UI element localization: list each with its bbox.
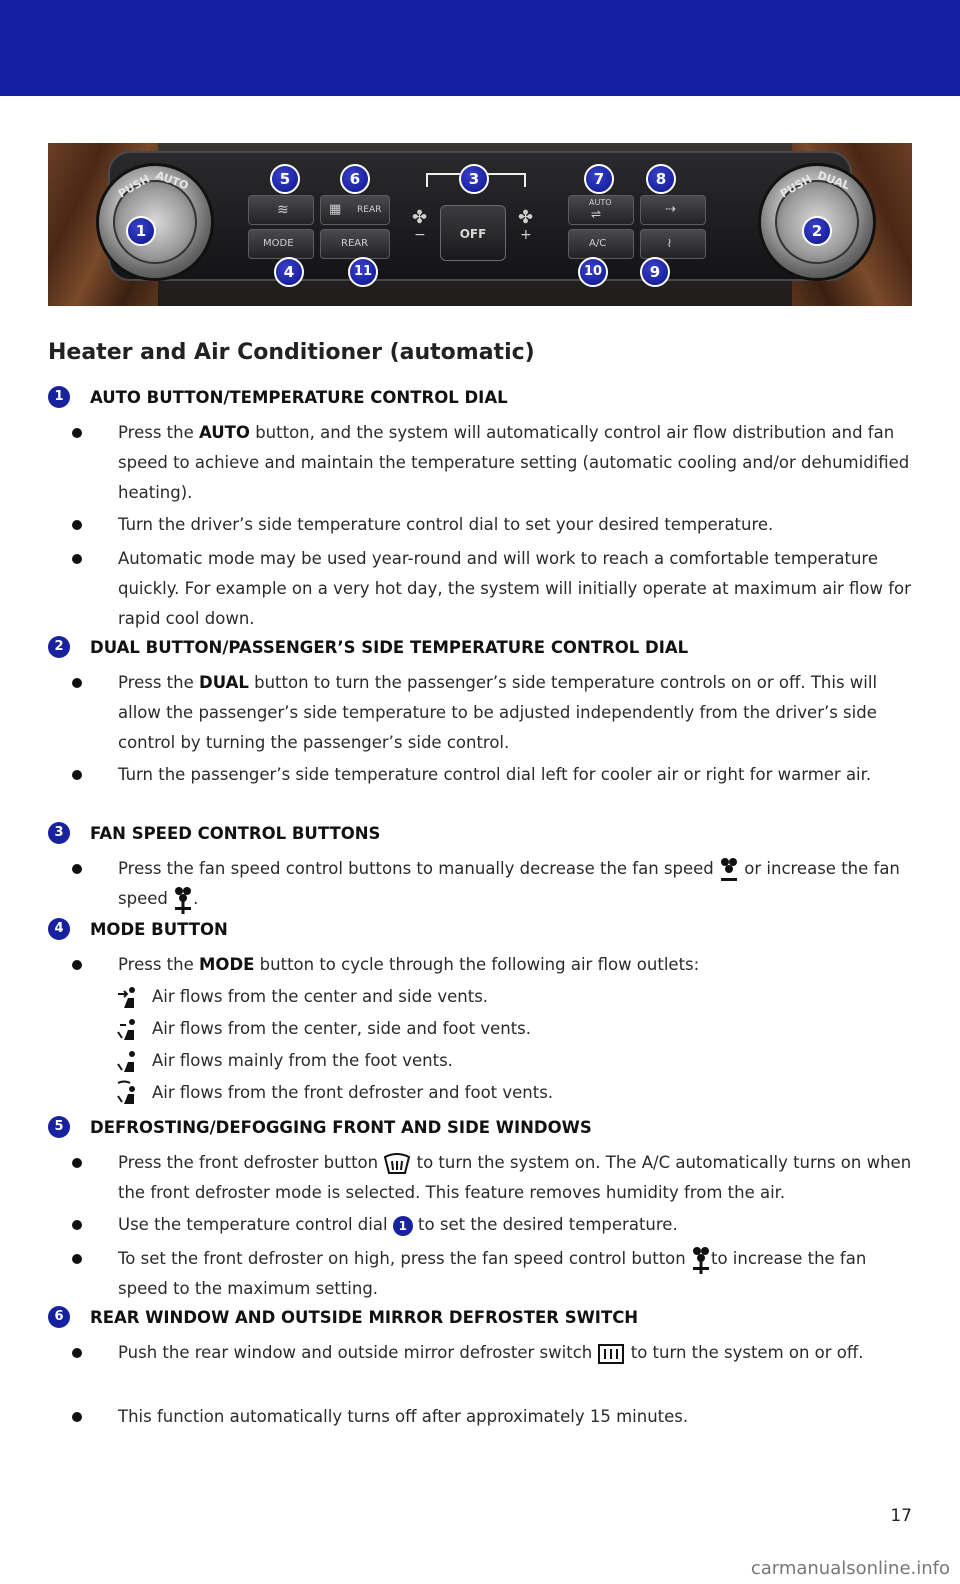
front-defroster-icon [383,1153,411,1175]
section-number: 1 [48,386,70,408]
auto-label: AUTO [589,198,612,207]
ac-label: A/C [589,238,607,249]
bullet-text: Automatic mode may be used year-round and will work to reach a comfortable temperature quickly. For example on a very hot day, the system will initially operate at maximum air flow for rapid cool down. [118,549,911,628]
climate-panel-photo [48,143,912,306]
fan-increase-icon [691,1246,711,1274]
bullet-text: to set the desired temperature. [412,1215,678,1234]
section-number: 2 [48,636,70,658]
section-3-bullet-1 [72,854,912,914]
page-number: 17 [890,1506,912,1526]
bullet-text: Press the fan speed control buttons to manually decrease the fan speed [118,859,714,878]
bullet-text: Turn the driver’s side temperature control dial to set your desired temperature. [118,515,774,534]
callout-6: 6 [340,164,370,194]
callout-1: 1 [126,216,156,246]
knob-label-push: PUSH [116,172,153,201]
section-1-heading [48,386,508,408]
section-4-heading [48,918,228,940]
section-5-heading [48,1116,592,1138]
bullet-bold: DUAL [199,673,249,692]
callout-11: 11 [348,257,378,287]
rear-defrost-icon: ▦ [329,202,342,217]
header-band [0,0,960,96]
off-button: OFF [440,205,506,261]
seat-icon: ≀ [667,236,672,251]
section-2-bullet-1 [72,668,912,758]
ac-button [568,229,634,259]
bullet-dot [72,1254,82,1264]
knob-label-push: PUSH [778,172,815,201]
bullet-dot [72,678,82,688]
bullet-dot [72,864,82,874]
mode-description: Air flows from the center, side and foot vents. [152,1019,532,1038]
watermark: carmanualsonline.info [750,1558,950,1579]
bullet-dot [72,770,82,780]
bullet-text: to turn the system on. The A/C automatically turns on when the front defroster mode is selected. This feature removes humidity from the air. [118,1153,912,1202]
mode-description: Air flows from the front defroster and foot vents. [152,1083,554,1102]
section-2-bullet-2 [72,760,912,790]
bullet-dot [72,960,82,970]
section-1-bullet-3 [72,544,912,634]
section-number: 5 [48,1116,70,1138]
bullet-dot [72,1348,82,1358]
bullet-dot [72,1412,82,1422]
foot-mode-icon [116,1048,140,1074]
knob-label-auto: AUTO [153,168,191,193]
bullet-text: Use the temperature control dial [118,1215,393,1234]
intake-icon: ⇌ [591,207,602,221]
rear-label: REAR [341,238,369,249]
vent-mode-icon [116,984,140,1010]
section-number: 4 [48,918,70,940]
fan-increase-icon: ✤ [518,207,534,228]
section-1-bullet-2 [72,510,912,540]
auto-recirculation-button [568,195,634,225]
section-title: DEFROSTING/DEFOGGING FRONT AND SIDE WINDOWS [90,1117,592,1137]
bullet-dot [72,1158,82,1168]
callout-10: 10 [578,257,608,287]
fan-increase-icon [173,886,193,914]
rear-defrost-label: REAR [357,205,382,215]
mode-button [248,229,314,259]
callout-4: 4 [274,257,304,287]
section-6-bullet-1 [72,1338,912,1368]
bullet-text: or increase the fan speed [118,859,900,908]
bullet-dot [72,554,82,564]
bullet-text: Push the rear window and outside mirror defroster switch [118,1343,593,1362]
callout-2: 2 [802,216,832,246]
fan-decrease-icon: ✤ [412,207,428,228]
outside-air-icon: ⇢ [665,202,676,217]
bullet-text: button, and the system will automatically control air flow distribution and fan speed to achieve and maintain the temperature setting (automatic cooling and/or dehumidified heating). [118,423,910,502]
section-4-bullet-1 [72,950,912,980]
fan-decrease-icon [719,856,739,884]
callout-9: 9 [640,257,670,287]
mode-label: MODE [263,238,294,249]
callout-7: 7 [584,164,614,194]
rear-button [320,229,390,259]
front-defrost-button [248,195,314,225]
section-3-heading [48,822,380,844]
mode-description: Air flows from the center and side vents. [152,987,489,1006]
bullet-text: button to turn the passenger’s side temperature controls on or off. This will allow the passenger’s side temperature to be adjusted independently from the driver’s side control by turning the passenger’s side control. [118,673,878,752]
bullet-text: Press the [118,423,199,442]
bullet-text: Turn the passenger’s side temperature control dial left for cooler air or right for warmer air. [118,765,872,784]
outside-air-button [640,195,706,225]
bullet-text: Press the [118,955,199,974]
section-title: AUTO BUTTON/TEMPERATURE CONTROL DIAL [90,387,508,407]
bullet-bold: MODE [199,955,255,974]
front-defrost-icon: ≋ [277,202,289,218]
driver-temperature-dial [96,163,214,281]
bullet-bold: AUTO [199,423,250,442]
section-5-bullet-3 [72,1244,912,1304]
section-title: FAN SPEED CONTROL BUTTONS [90,823,381,843]
rear-defroster-icon [597,1343,625,1365]
section-number: 6 [48,1306,70,1328]
bi-level-mode-icon [116,1016,140,1042]
section-title: REAR WINDOW AND OUTSIDE MIRROR DEFROSTER SWITCH [90,1307,639,1327]
section-2-heading [48,636,688,658]
bullet-text: . [193,889,199,908]
bullet-text: to increase the fan speed to the maximum setting. [118,1249,867,1298]
bullet-text: Press the [118,673,199,692]
section-title: DUAL BUTTON/PASSENGER’S SIDE TEMPERATURE CONTROL DIAL [90,637,689,657]
section-6-bullet-2 [72,1402,912,1432]
bullet-dot [72,520,82,530]
defrost-foot-mode-icon [116,1080,140,1106]
section-5-bullet-1 [72,1148,912,1208]
mode-foot [116,1046,453,1076]
callout-3: 3 [459,164,489,194]
mode-defrost-foot [116,1078,553,1108]
mode-bi-level [116,1014,531,1044]
minus-icon: − [414,227,426,243]
knob-label-dual: DUAL [815,168,852,193]
defrost-mode-button [640,229,706,259]
callout-5: 5 [270,164,300,194]
section-5-bullet-2 [72,1210,912,1240]
bullet-text: This function automatically turns off after approximately 15 minutes. [118,1407,689,1426]
bullet-dot [72,428,82,438]
bullet-dot [72,1220,82,1230]
page-title: Heater and Air Conditioner (automatic) [48,340,535,365]
section-title: MODE BUTTON [90,919,228,939]
mode-description: Air flows mainly from the foot vents. [152,1051,453,1070]
section-number: 3 [48,822,70,844]
section-1-bullet-1 [72,418,912,508]
plus-icon: + [520,227,532,243]
bullet-text: To set the front defroster on high, press the fan speed control button [118,1249,686,1268]
callout-ref-1: 1 [393,1216,413,1236]
bullet-text: button to cycle through the following air flow outlets: [254,955,700,974]
bullet-text: Press the front defroster button [118,1153,379,1172]
bullet-text: to turn the system on or off. [625,1343,864,1362]
rear-defrost-button [320,195,390,225]
mode-vent [116,982,488,1012]
callout-8: 8 [646,164,676,194]
section-6-heading [48,1306,638,1328]
